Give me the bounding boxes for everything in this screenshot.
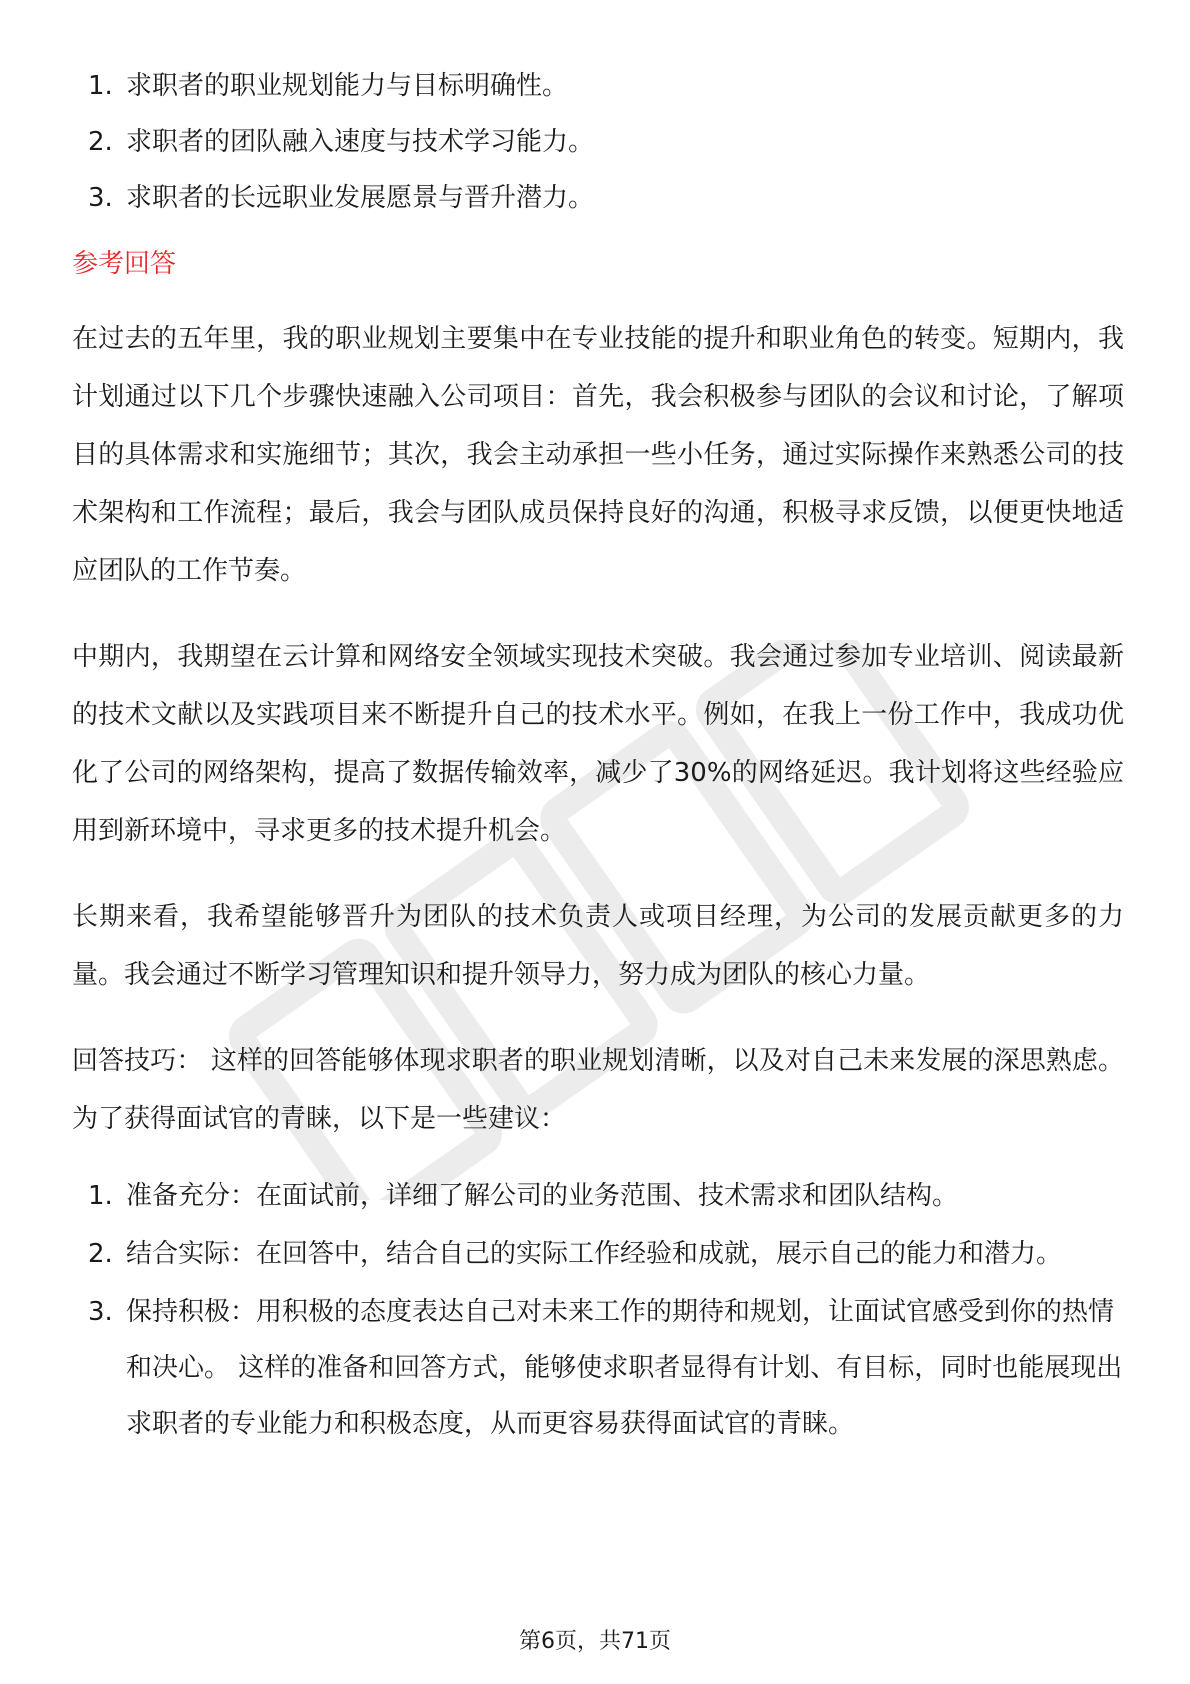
list-number: 3. [88, 183, 113, 213]
answer-paragraph: 中期内，我期望在云计算和网络安全领域实现技术突破。我会通过参加专业培训、阅读最新的技术文献以及实践项目来不断提升自己的技术水平。例如，在我上一份工作中，我成功优化了公司的网络架构，提高了数据传输效率，减少了30%的网络延迟。我计划将这些经验应用到新环境中，寻求更多的技术提升机会。 [72, 642, 1124, 846]
tips-intro: 回答技巧： 这样的回答能够体现求职者的职业规划清晰，以及对自己未来发展的深思熟虑。为了获得面试官的青睐，以下是一些建议： [72, 1046, 1124, 1134]
list-item [72, 114, 1124, 170]
list-item-text: 保持积极：用积极的态度表达自己对未来工作的期待和规划，让面试官感受到你的热情和决心。 这样的准备和回答方式，能够使求职者显得有计划、有目标，同时也能展现出求职者的专业能力和积极态度，从而更容易获得面试官的青睐。 [126, 1297, 1123, 1439]
main-content [72, 58, 1124, 1452]
answer-paragraph: 长期来看，我希望能够晋升为团队的技术负责人或项目经理，为公司的发展贡献更多的力量。我会通过不断学习管理知识和提升领导力，努力成为团队的核心力量。 [72, 902, 1124, 990]
tips-list [72, 1168, 1124, 1452]
list-number: 3. [88, 1297, 113, 1327]
list-item [72, 1284, 1124, 1452]
list-item-text: 准备充分：在面试前，详细了解公司的业务范围、技术需求和团队结构。 [126, 1181, 959, 1211]
list-item-text: 求职者的长远职业发展愿景与晋升潜力。 [126, 183, 595, 213]
list-item-text: 求职者的团队融入速度与技术学习能力。 [126, 127, 595, 157]
answer-paragraph: 在过去的五年里，我的职业规划主要集中在专业技能的提升和职业角色的转变。短期内，我计划通过以下几个步骤快速融入公司项目：首先，我会积极参与团队的会议和讨论，了解项目的具体需求和实施细节；其次，我会主动承担一些小任务，通过实际操作来熟悉公司的技术架构和工作流程；最后，我会与团队成员保持良好的沟通，积极寻求反馈，以便更快地适应团队的工作节奏。 [72, 324, 1124, 586]
list-item [72, 58, 1124, 114]
list-number: 2. [88, 127, 113, 157]
page-number-footer: 第6页，共71页 [519, 1629, 671, 1654]
list-item-text: 求职者的职业规划能力与目标明确性。 [126, 71, 569, 101]
list-number: 2. [88, 1239, 113, 1269]
section-heading: 参考回答 [72, 249, 177, 279]
list-number: 1. [88, 71, 113, 101]
question-points-list [72, 58, 1124, 226]
list-item-text: 结合实际：在回答中，结合自己的实际工作经验和成就，展示自己的能力和潜力。 [126, 1239, 1063, 1269]
list-number: 1. [88, 1181, 113, 1211]
list-item [72, 170, 1124, 226]
list-item [72, 1168, 1124, 1224]
list-item [72, 1226, 1124, 1282]
